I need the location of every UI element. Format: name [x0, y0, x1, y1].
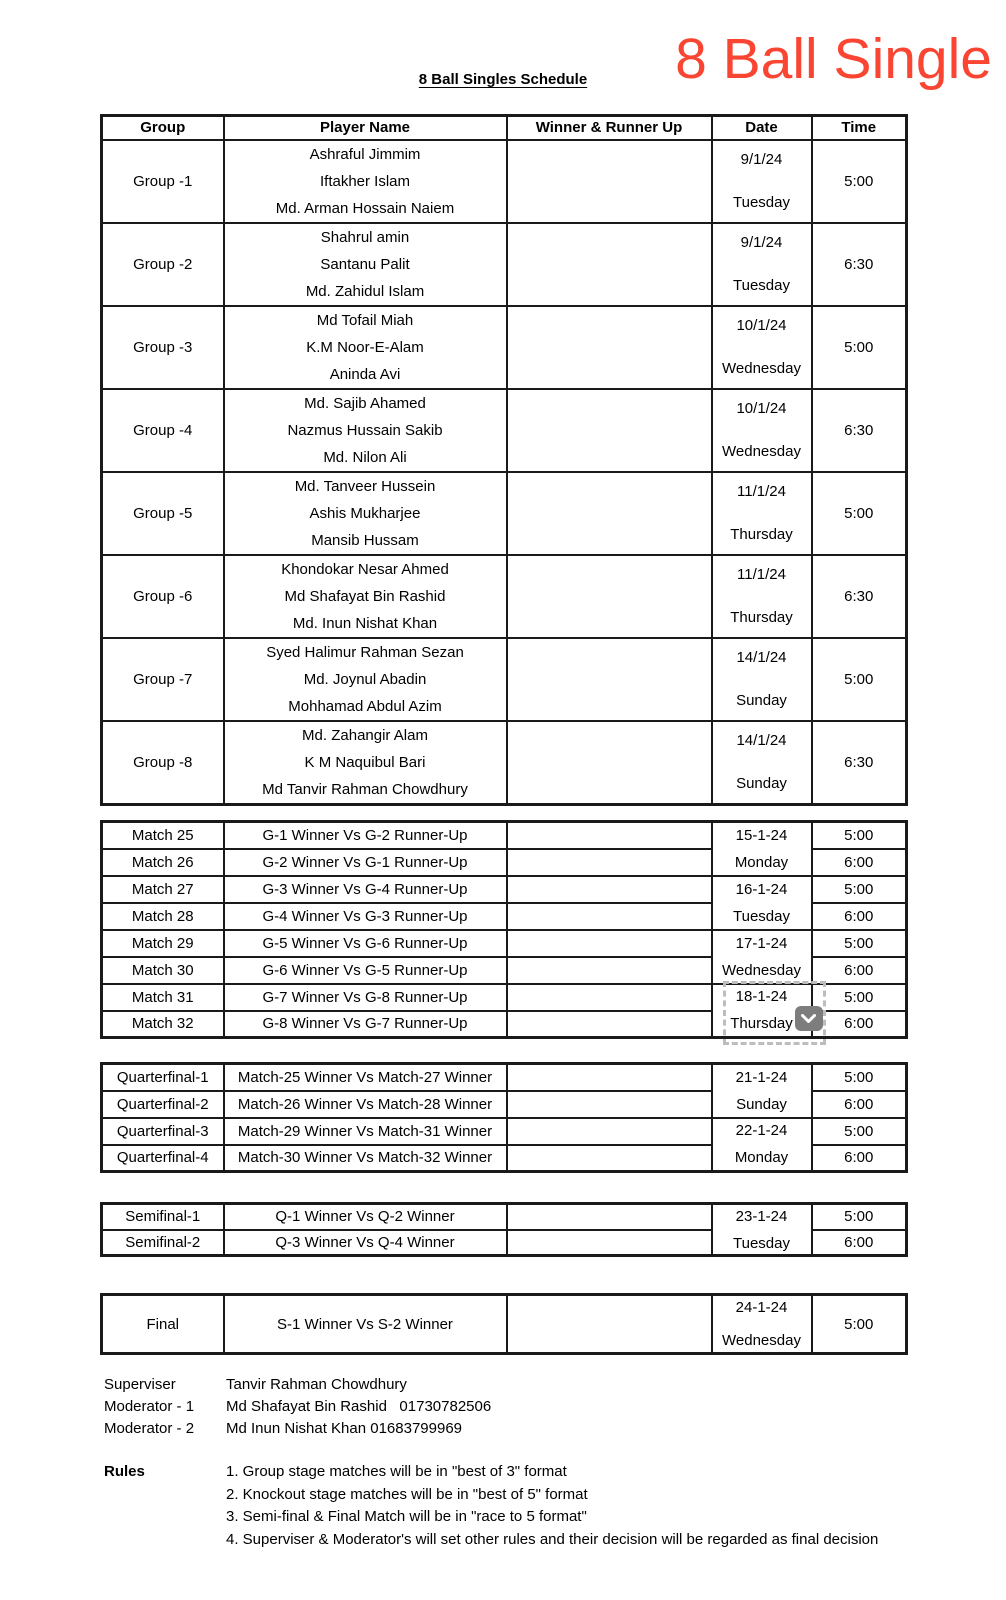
player-name: Md. Zahangir Alam: [302, 726, 428, 744]
fixture-cell: G-2 Winner Vs G-1 Runner-Up: [224, 849, 507, 876]
official-name: Tanvir Rahman Chowdhury: [226, 1376, 407, 1393]
player-name: Md. Arman Hossain Naiem: [275, 199, 455, 217]
player-name: Md. Tanveer Hussein: [294, 477, 436, 495]
date-text: 24-1-24: [735, 1299, 788, 1316]
match-row: [102, 1295, 907, 1354]
date-cell: [712, 822, 812, 876]
time-cell: 5:00: [812, 472, 907, 555]
group-name-cell: Group -2: [102, 223, 224, 306]
player-name: Md Tanvir Rahman Chowdhury: [262, 780, 468, 798]
date-text: 21-1-24: [735, 1068, 788, 1086]
winner-cell: [507, 389, 712, 472]
player-name: Mansib Hussam: [311, 531, 419, 549]
col-header-winner-runnerup: Winner & Runner Up: [507, 116, 712, 140]
group-row: [102, 389, 907, 472]
winner-cell: [507, 930, 712, 957]
winner-cell: [507, 638, 712, 721]
match-row: [102, 1064, 907, 1091]
date-cell: [712, 306, 812, 389]
match-row: [102, 876, 907, 903]
day-text: Thursday: [730, 1015, 793, 1033]
official-role: Moderator - 1: [104, 1398, 195, 1415]
group-row: [102, 638, 907, 721]
day-text: Tuesday: [733, 277, 790, 294]
date-cell: [712, 389, 812, 472]
winner-cell: [507, 1091, 712, 1118]
player-name: Syed Halimur Rahman Sezan: [266, 643, 464, 661]
time-cell: 5:00: [812, 140, 907, 223]
match-label-cell: Match 28: [102, 903, 224, 930]
match-label-cell: Semifinal-1: [102, 1204, 224, 1230]
player-name: Md Shafayat Bin Rashid: [284, 587, 446, 605]
day-text: Thursday: [730, 609, 793, 626]
time-cell: 5:00: [812, 306, 907, 389]
winner-cell: [507, 223, 712, 306]
winner-cell: [507, 1204, 712, 1230]
date-cell: [712, 1118, 812, 1172]
day-text: Wednesday: [722, 961, 801, 979]
winner-cell: [507, 1011, 712, 1038]
match-label-cell: Quarterfinal-3: [102, 1118, 224, 1145]
chevron-down-icon: [801, 1014, 816, 1023]
group-row: [102, 223, 907, 306]
date-text: 11/1/24: [737, 483, 786, 500]
fixture-cell: Q-3 Winner Vs Q-4 Winner: [224, 1230, 507, 1256]
group-name-cell: Group -4: [102, 389, 224, 472]
time-cell: 6:30: [812, 555, 907, 638]
match-label-cell: Match 29: [102, 930, 224, 957]
player-name: Mohhamad Abdul Azim: [288, 697, 442, 715]
group-name-cell: Group -8: [102, 721, 224, 805]
player-name: Shahrul amin: [320, 228, 410, 246]
winner-cell: [507, 472, 712, 555]
date-text: 14/1/24: [736, 732, 787, 749]
player-name: Ashis Mukharjee: [309, 504, 421, 522]
time-cell: 6:00: [812, 1091, 907, 1118]
date-dropdown-button[interactable]: [795, 1006, 823, 1031]
match-label-cell: Match 30: [102, 957, 224, 984]
rules-block: [104, 1461, 878, 1551]
date-text: 15-1-24: [735, 826, 788, 844]
date-cell: [712, 930, 812, 984]
winner-cell: [507, 1295, 712, 1354]
date-text: 11/1/24: [737, 566, 786, 583]
rule-item: 1. Group stage matches will be in "best of 3" format: [226, 1463, 567, 1480]
group-players-cell: [224, 306, 507, 389]
winner-cell: [507, 1064, 712, 1091]
player-name: Md Tofail Miah: [316, 311, 414, 329]
final-table: [100, 1293, 908, 1355]
fixture-cell: Match-29 Winner Vs Match-31 Winner: [224, 1118, 507, 1145]
official-row: [104, 1374, 491, 1396]
fixture-cell: G-1 Winner Vs G-2 Runner-Up: [224, 822, 507, 849]
winner-cell: [507, 822, 712, 849]
match-label-cell: Final: [102, 1295, 224, 1354]
group-players-cell: [224, 223, 507, 306]
time-cell: 5:00: [812, 876, 907, 903]
date-text: 17-1-24: [735, 934, 788, 952]
time-cell: 5:00: [812, 930, 907, 957]
col-header-date: Date: [712, 116, 812, 140]
official-role: Superviser: [104, 1376, 176, 1393]
fixture-cell: Q-1 Winner Vs Q-2 Winner: [224, 1204, 507, 1230]
day-text: Sunday: [736, 1095, 787, 1113]
table-header-row: [102, 116, 907, 140]
match-label-cell: Match 25: [102, 822, 224, 849]
group-players-cell: [224, 555, 507, 638]
match-label-cell: Quarterfinal-4: [102, 1145, 224, 1172]
match-label-cell: Semifinal-2: [102, 1230, 224, 1256]
date-cell: [712, 555, 812, 638]
selected-date-cell[interactable]: [712, 984, 812, 1038]
fixture-cell: Match-26 Winner Vs Match-28 Winner: [224, 1091, 507, 1118]
group-players-cell: [224, 721, 507, 805]
official-row: [104, 1418, 491, 1440]
player-name: Iftakher Islam: [319, 172, 411, 190]
match-label-cell: Match 31: [102, 984, 224, 1011]
match-row: [102, 1204, 907, 1230]
col-header-group: Group: [102, 116, 224, 140]
day-text: Sunday: [736, 775, 787, 792]
match-row: [102, 822, 907, 849]
match-label-cell: Match 26: [102, 849, 224, 876]
match-label-cell: Match 27: [102, 876, 224, 903]
group-row: [102, 306, 907, 389]
fixture-cell: G-5 Winner Vs G-6 Runner-Up: [224, 930, 507, 957]
day-text: Wednesday: [722, 443, 801, 460]
winner-cell: [507, 957, 712, 984]
date-text: 10/1/24: [736, 400, 787, 417]
player-name: Aninda Avi: [329, 365, 401, 383]
time-cell: 6:00: [812, 903, 907, 930]
match-row: [102, 1118, 907, 1145]
player-name: Santanu Palit: [320, 255, 410, 273]
player-name: Ashraful Jimmim: [309, 145, 421, 163]
player-name: K M Naquibul Bari: [304, 753, 426, 771]
overlay-red-title: 8 Ball Single: [675, 27, 992, 91]
fixture-cell: Match-30 Winner Vs Match-32 Winner: [224, 1145, 507, 1172]
time-cell: 6:30: [812, 721, 907, 805]
group-players-cell: [224, 140, 507, 223]
winner-cell: [507, 849, 712, 876]
winner-cell: [507, 984, 712, 1011]
officials-block: [104, 1374, 491, 1440]
day-text: Monday: [734, 853, 789, 871]
fixture-cell: G-8 Winner Vs G-7 Runner-Up: [224, 1011, 507, 1038]
date-cell: [712, 876, 812, 930]
quarterfinal-table: [100, 1062, 908, 1173]
official-name: Md Shafayat Bin Rashid 01730782506: [226, 1398, 492, 1415]
time-cell: 5:00: [812, 984, 907, 1011]
rules-label: Rules: [104, 1463, 145, 1480]
winner-cell: [507, 555, 712, 638]
semifinal-table: [100, 1202, 908, 1257]
match-label-cell: Quarterfinal-2: [102, 1091, 224, 1118]
player-name: Md. Inun Nishat Khan: [292, 614, 438, 632]
time-cell: 6:00: [812, 849, 907, 876]
time-cell: 5:00: [812, 822, 907, 849]
date-cell: [712, 1295, 812, 1354]
day-text: Thursday: [730, 526, 793, 543]
player-name: Md. Zahidul Islam: [305, 282, 425, 300]
date-cell: [712, 638, 812, 721]
match-row: [102, 984, 907, 1011]
day-text: Tuesday: [733, 194, 790, 211]
col-header-player-name: Player Name: [224, 116, 507, 140]
day-text: Tuesday: [733, 1234, 790, 1252]
date-cell: [712, 472, 812, 555]
day-text: Wednesday: [722, 1332, 801, 1349]
group-players-cell: [224, 389, 507, 472]
player-name: Khondokar Nesar Ahmed: [281, 560, 449, 578]
date-text: 14/1/24: [736, 649, 787, 666]
group-players-cell: [224, 638, 507, 721]
page-title: 8 Ball Singles Schedule: [418, 71, 588, 88]
rules-list: [226, 1461, 878, 1551]
player-name: Nazmus Hussain Sakib: [287, 421, 443, 439]
date-text: 9/1/24: [740, 234, 783, 251]
date-text: 18-1-24: [735, 988, 788, 1006]
date-cell: [712, 1064, 812, 1118]
day-text: Tuesday: [733, 907, 790, 925]
day-text: Sunday: [736, 692, 787, 709]
time-cell: 6:00: [812, 1011, 907, 1038]
group-row: [102, 140, 907, 223]
time-cell: 5:00: [812, 1295, 907, 1354]
player-name: Md. Sajib Ahamed: [304, 394, 426, 412]
group-row: [102, 721, 907, 805]
rule-item: 3. Semi-final & Final Match will be in "race to 5 format": [226, 1508, 587, 1525]
rule-item: 2. Knockout stage matches will be in "best of 5" format: [226, 1485, 588, 1503]
winner-cell: [507, 1145, 712, 1172]
time-cell: 6:00: [812, 1145, 907, 1172]
date-text: 22-1-24: [735, 1122, 788, 1140]
time-cell: 6:00: [812, 957, 907, 984]
time-cell: 5:00: [812, 1204, 907, 1230]
group-stage-table: [100, 114, 908, 806]
date-text: 10/1/24: [736, 317, 787, 334]
group-name-cell: Group -1: [102, 140, 224, 223]
date-cell: [712, 1204, 812, 1256]
winner-cell: [507, 1230, 712, 1256]
day-text: Monday: [734, 1149, 789, 1167]
col-header-time: Time: [812, 116, 907, 140]
fixture-cell: G-4 Winner Vs G-3 Runner-Up: [224, 903, 507, 930]
winner-cell: [507, 903, 712, 930]
time-cell: 6:30: [812, 223, 907, 306]
date-text: 9/1/24: [740, 151, 783, 168]
player-name: Md. Joynul Abadin: [303, 670, 427, 688]
winner-cell: [507, 721, 712, 805]
winner-cell: [507, 876, 712, 903]
fixture-cell: Match-25 Winner Vs Match-27 Winner: [224, 1064, 507, 1091]
player-name: K.M Noor-E-Alam: [306, 338, 424, 356]
date-cell: [712, 223, 812, 306]
official-row: [104, 1396, 491, 1418]
match-label-cell: Quarterfinal-1: [102, 1064, 224, 1091]
group-name-cell: Group -6: [102, 555, 224, 638]
winner-cell: [507, 306, 712, 389]
group-name-cell: Group -5: [102, 472, 224, 555]
player-name: Md. Nilon Ali: [323, 448, 407, 466]
group-row: [102, 472, 907, 555]
date-cell: [712, 721, 812, 805]
time-cell: 5:00: [812, 638, 907, 721]
winner-cell: [507, 1118, 712, 1145]
date-text: 16-1-24: [735, 880, 788, 898]
official-role: Moderator - 2: [104, 1420, 195, 1437]
fixture-cell: G-3 Winner Vs G-4 Runner-Up: [224, 876, 507, 903]
match-label-cell: Match 32: [102, 1011, 224, 1038]
rule-item: 4. Superviser & Moderator's will set other rules and their decision will be regarded as final decision: [226, 1530, 879, 1548]
group-name-cell: Group -7: [102, 638, 224, 721]
group-players-cell: [224, 472, 507, 555]
time-cell: 5:00: [812, 1118, 907, 1145]
fixture-cell: S-1 Winner Vs S-2 Winner: [224, 1295, 507, 1354]
match-row: [102, 930, 907, 957]
time-cell: 5:00: [812, 1064, 907, 1091]
group-row: [102, 555, 907, 638]
winner-cell: [507, 140, 712, 223]
knockout-match-table: [100, 820, 908, 1039]
fixture-cell: G-7 Winner Vs G-8 Runner-Up: [224, 984, 507, 1011]
day-text: Wednesday: [722, 360, 801, 377]
time-cell: 6:00: [812, 1230, 907, 1256]
date-text: 23-1-24: [735, 1207, 788, 1225]
group-name-cell: Group -3: [102, 306, 224, 389]
time-cell: 6:30: [812, 389, 907, 472]
official-name: Md Inun Nishat Khan 01683799969: [226, 1420, 463, 1437]
fixture-cell: G-6 Winner Vs G-5 Runner-Up: [224, 957, 507, 984]
date-cell: [712, 140, 812, 223]
